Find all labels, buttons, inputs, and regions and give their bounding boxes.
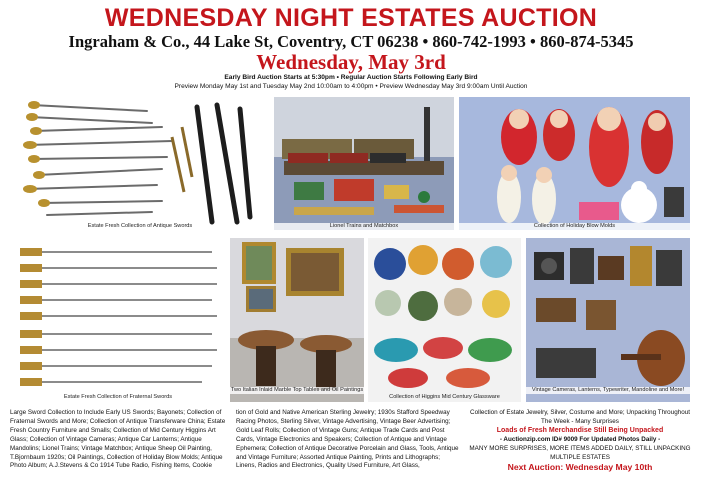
caption-lionel-trains: Lionel Trains and Matchbox: [274, 223, 454, 230]
caption-marble-tables: Two Italian Inlaid Marble Top Tables and Oil Paintings: [230, 387, 364, 393]
caption-fraternal-swords: Estate Fresh Collection of Fraternal Swords: [63, 394, 173, 400]
photo-lionel-trains: [274, 97, 454, 230]
photo-marble-tables: [230, 238, 364, 402]
auction-address: Ingraham & Co., 44 Lake St, Coventry, CT 06238 • 860-742-1993 • 860-874-5345: [68, 32, 634, 51]
auction-times: Early Bird Auction Starts at 5:30pm • Regular Auction Starts Following Early Bird: [224, 74, 478, 81]
photo-blow-molds: [459, 97, 690, 230]
surprises-notice: MANY MORE SURPRISES, MORE ITEMS ADDED DAILY, STILL UNPACKING MULTIPLE ESTATES: [469, 444, 691, 461]
description-right: [466, 409, 694, 486]
caption-blow-molds: Collection of Holiday Blow Molds: [459, 223, 690, 230]
auction-date: Wednesday, May 3rd: [256, 50, 446, 74]
loads-notice: Loads of Fresh Merchandise Still Being Unpacked: [496, 426, 664, 434]
photo-vintage-cameras: [526, 238, 690, 402]
description-middle: tion of Gold and Native American Sterling Jewelry; 1930s Stafford Speedway Racing Photos, Sterling Silver, Vintage Advertising, Vintage Beer Advertising; Gold Leaf Rolls; Collection of Vintage Guns; Antique Trade Cards and Post Cards, Vintage Electronics and Speakers; Collection of Antique and Vintage Ephemera; Collection of Antique Decorative Porcelain and Glass, Tools, Antique and Vintage Furniture; Assorted Antique Painting, Prints and Lithographs; Linens, Radios and Electronics, Quality Used Furniture, Art Glass,: [236, 409, 459, 470]
auction-title: WEDNESDAY NIGHT ESTATES AUCTION: [104, 4, 598, 32]
caption-higgins-glassware: Collection of Higgins Mid Century Glassware: [389, 394, 500, 400]
photo-antique-swords: [12, 97, 268, 230]
auctionzip-notice: - Auctionzip.com ID# 9009 For Updated Photos Daily -: [499, 435, 661, 443]
next-auction: Next Auction: Wednesday May 10th: [507, 462, 653, 473]
right-intro: Collection of Estate Jewelry, Silver, Costume and More; Unpacking Throughout The Week - Many Surprises: [470, 409, 690, 425]
preview-times: Preview Monday May 1st and Tuesday May 2nd 10:00am to 4:00pm • Preview Wednesday May 3rd 9:00am Until Auction: [174, 83, 528, 90]
caption-antique-swords: Estate Fresh Collection of Antique Swords: [87, 223, 193, 229]
caption-vintage-cameras: Vintage Cameras, Lanterns, Typewriter, Mandoline and More!: [526, 387, 690, 394]
photo-fraternal-swords: [12, 238, 224, 402]
photo-higgins-glassware: [368, 238, 521, 402]
description-left: Large Sword Collection to Include Early US Swords; Bayonets; Collection of Fraternal Swords and More; Collection of Antique Transferware China; Estate Fresh Country Furniture and Smalls; Collection of Mid Century Higgins Art Glass; Collection of Vintage Cameras; Antique Car Lanterns; Antique Mandolins; Lionel Trains; Vintage Matchbox; Antique Sheep Oil Painting, T.Bjornbaum 1920s; Oil Paintings, Collection of Holiday Blow Molds; Antique Photo Album; A.J.Stevens & Co 1914 Tube Radio, Fishing Items, Cookie: [10, 409, 226, 470]
